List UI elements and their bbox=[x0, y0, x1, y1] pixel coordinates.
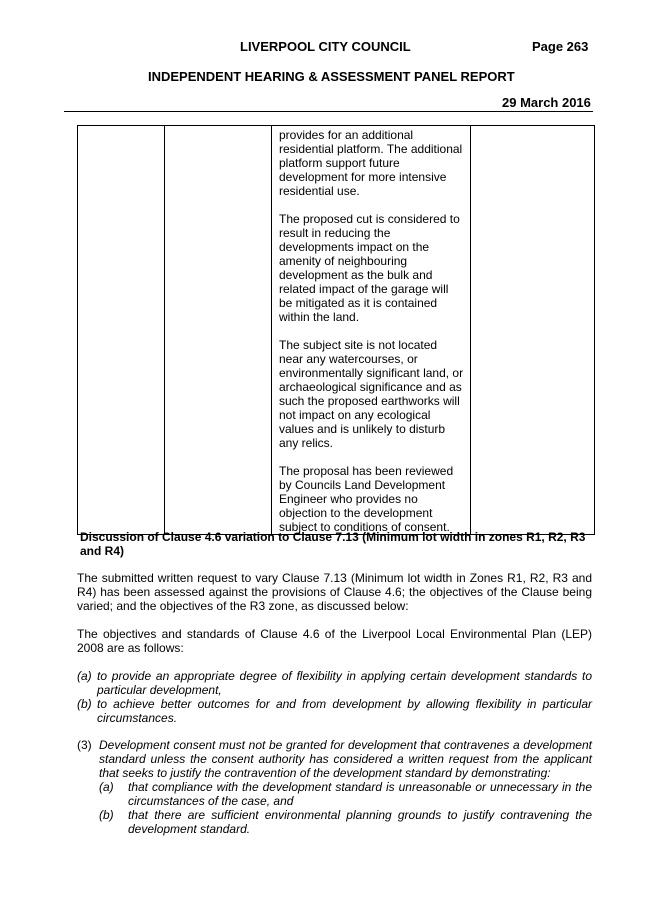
page-number: Page 263 bbox=[532, 39, 589, 54]
list-item-text: to provide an appropriate degree of flexibility in applying certain development standards to particular development, bbox=[97, 669, 592, 697]
report-date: 29 March 2016 bbox=[502, 95, 591, 110]
sub-item-text: that compliance with the development standard is unreasonable or unnecessary in the circumstances of the case, and bbox=[128, 780, 592, 808]
assessment-table-continuation bbox=[77, 125, 595, 535]
table-cell-empty bbox=[78, 126, 165, 535]
list-item bbox=[77, 697, 592, 725]
section-heading: Discussion of Clause 4.6 variation to Clause 7.13 (Minimum lot width in zones R1, R2, R3 and R4) bbox=[80, 530, 586, 558]
table-cell-empty bbox=[165, 126, 272, 535]
sub-list-item bbox=[77, 780, 592, 808]
cell-paragraph: The proposal has been reviewed by Councils Land Development Engineer who provides no objection to the development subject to conditions of consent. bbox=[279, 464, 454, 534]
sub-item-text: that there are sufficient environmental planning grounds to justify contravening the development standard. bbox=[128, 808, 592, 836]
cell-paragraph: The proposed cut is considered to result in reducing the developments impact on the amenity of neighbouring development as the bulk and related impact of the garage will be mitigated as it is contained within the land. bbox=[279, 212, 460, 324]
sub-item-label: (a) bbox=[99, 780, 114, 794]
list-item bbox=[77, 669, 592, 697]
objectives-list bbox=[77, 669, 592, 725]
council-name: LIVERPOOL CITY COUNCIL bbox=[240, 39, 411, 54]
table-row bbox=[78, 126, 595, 535]
report-title: INDEPENDENT HEARING & ASSESSMENT PANEL REPORT bbox=[148, 69, 515, 84]
body-paragraph: The objectives and standards of Clause 4.6 of the Liverpool Local Environmental Plan (LEP) 2008 are as follows: bbox=[77, 627, 592, 655]
clause-label: (3) bbox=[77, 738, 92, 752]
clause-3 bbox=[77, 738, 592, 836]
table-cell-empty bbox=[471, 126, 595, 535]
cell-paragraph: The subject site is not located near any watercourses, or environmentally significant land, or archaeological significance and as such the proposed earthworks will not impact on any ecological values and is unlikely to disturb any relics. bbox=[279, 338, 464, 450]
header-rule bbox=[64, 111, 593, 112]
clause-text: Development consent must not be granted for development that contravenes a development standard unless the consent authority has considered a written request from the applicant that seeks to justify the contravention of the development standard by demonstrating: bbox=[99, 738, 592, 780]
list-item-text: to achieve better outcomes for and from development by allowing flexibility in particular circumstances. bbox=[97, 697, 592, 725]
list-item-label: (b) bbox=[77, 697, 92, 711]
cell-paragraph: provides for an additional residential platform. The additional platform support future development for more intensive residential use. bbox=[279, 128, 463, 198]
body-paragraph: The submitted written request to vary Clause 7.13 (Minimum lot width in Zones R1, R2, R3 and R4) has been assessed against the provisions of Clause 4.6; the objectives of the Clause being varied; and the objectives of the R3 zone, as discussed below: bbox=[77, 571, 592, 613]
clause-item bbox=[77, 738, 592, 780]
table-cell-comment bbox=[272, 126, 471, 535]
sub-item-label: (b) bbox=[99, 808, 114, 822]
sub-list-item bbox=[77, 808, 592, 836]
list-item-label: (a) bbox=[77, 669, 92, 683]
